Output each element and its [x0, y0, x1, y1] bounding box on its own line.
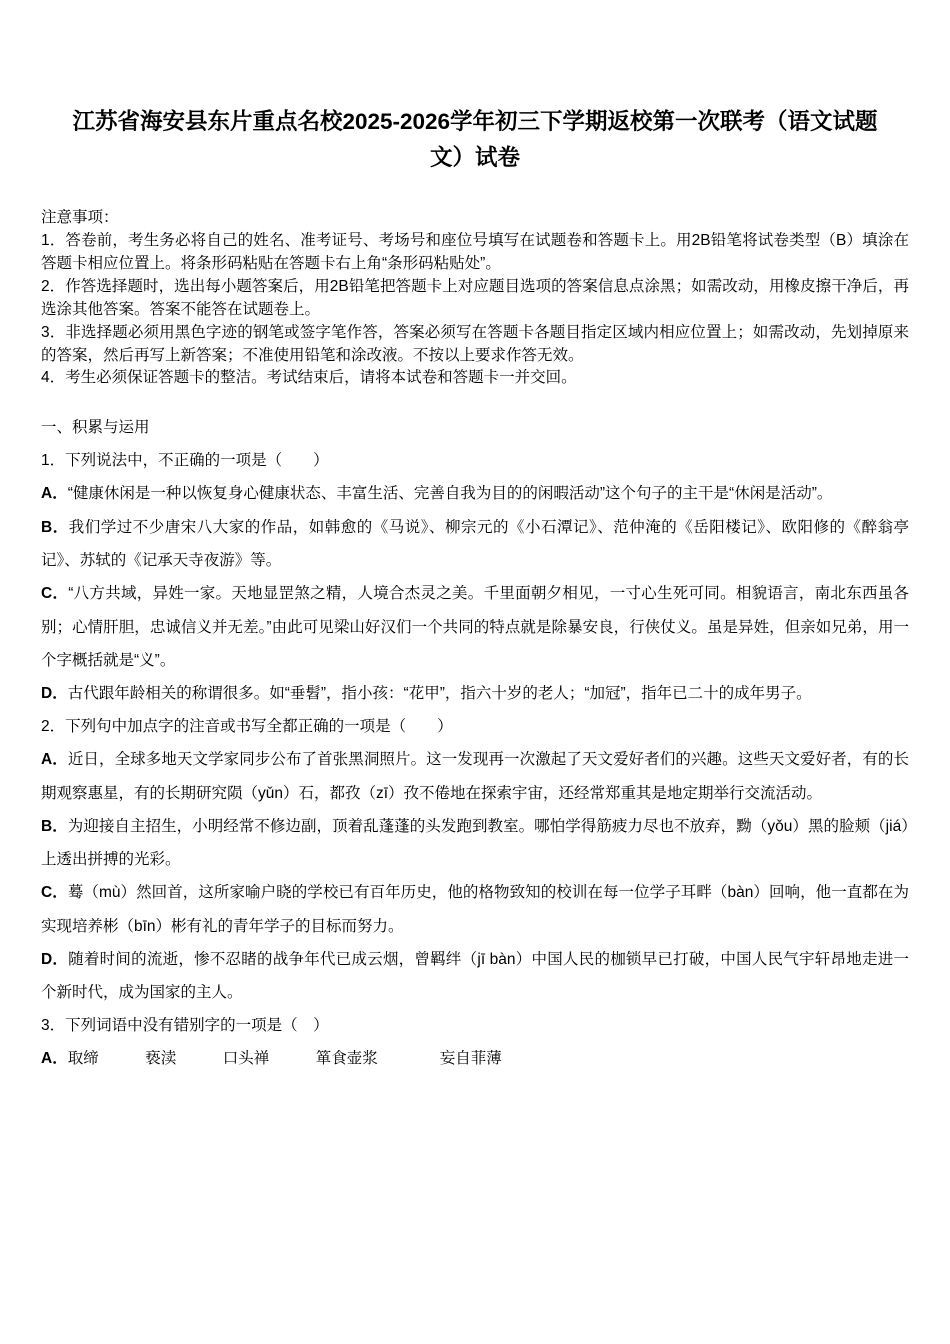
option-text: 为迎接自主招生，小明经常不修边副，顶着乱蓬蓬的头发跑到教室。哪怕学得筋疲力尽也不放弃，黝（yǒu）黑的脸颊（jiá）上透出拼搏的光彩。: [41, 817, 909, 869]
question-1-option-c: [41, 577, 909, 677]
option-label: A．: [41, 1050, 68, 1068]
option-text: “八方共域，异姓一家。天地显罡煞之精，人境合杰灵之美。千里面朝夕相见，一寸心生死可同。相貌语言，南北东西虽各别；心情肝胆，忠诚信义并无差。”由此可见梁山好汉们一个共同的特点就是除暴安良，行侠仗义。虽是异姓，但亲如兄弟，用一个字概括就是“义”。: [41, 585, 909, 670]
question-2-option-d: [41, 943, 909, 1010]
question-2-option-a: [41, 743, 909, 810]
option-label: B．: [41, 817, 68, 835]
option-text: 蓦（mù）然回首，这所家喻户晓的学校已有百年历史，他的格物致知的校训在每一位学子耳畔（bàn）回响，他一直都在为实现培养彬（bīn）彬有礼的青年学子的目标而努力。: [41, 884, 909, 935]
option-label: D．: [41, 685, 68, 703]
notice-item-4: 4．考生必须保证答题卡的整洁。考试结束后，请将本试卷和答题卡一并交回。: [41, 369, 577, 387]
section-accumulation-and-use: [41, 412, 909, 1075]
option-text: 我们学过不少唐宋八大家的作品，如韩愈的《马说》、柳宗元的《小石潭记》、范仲淹的《岳阳楼记》、欧阳修的《醉翁亭记》、苏轼的《记承天寺夜游》等。: [41, 518, 909, 570]
option-label: A．: [41, 751, 68, 769]
question-2-stem: 2．下列句中加点字的注音或书写全都正确的一项是（ ）: [41, 717, 453, 735]
question-1-option-d: [41, 677, 909, 710]
option-text: 古代跟年龄相关的称谓很多。如“垂髫”，指小孩：“花甲”，指六十岁的老人；“加冠”，指年已二十的成年男子。: [67, 685, 812, 703]
option-text: 随着时间的流逝，惨不忍睹的战争年代已成云烟，曾羁绊（jī bàn）中国人民的枷锁早已打破，中国人民气宇轩昂地走进一个新时代，成为国家的主人。: [41, 951, 909, 1002]
question-1-option-a: [41, 477, 909, 510]
question-2-option-b: [41, 810, 909, 877]
notice-item-3: 3．非选择题必须用黑色字迹的钢笔或签字笔作答，答案必须写在答题卡各题目指定区域内相应位置上；如需改动，先划掉原来的答案，然后再写上新答案；不准使用铅笔和涂改液。不按以上要求作答无效。: [41, 323, 909, 364]
notice-item-2: 2．作答选择题时，选出每小题答案后，用2B铅笔把答题卡上对应题目选项的答案信息点涂黑；如需改动，用橡皮擦干净后，再选涂其他答案。答案不能答在试题卷上。: [41, 277, 909, 318]
question-2-option-c: [41, 876, 909, 943]
option-text: “健康休闲是一种以恢复身心健康状态、丰富生活、完善自我为目的的闲暇活动”这个句子的主干是“休闲是活动”。: [67, 485, 833, 503]
question-1-option-b: [41, 511, 909, 578]
option-label: B．: [41, 518, 69, 536]
exam-title: 江苏省海安县东片重点名校2025-2026学年初三下学期返校第一次联考（语文试题文）试卷: [72, 109, 878, 171]
option-label: A．: [41, 485, 68, 503]
notice-item-1: 1．答卷前，考生务必将自己的姓名、准考证号、考场号和座位号填写在试题卷和答题卡上。用2B铅笔将试卷类型（B）填涂在答题卡相应位置上。将条形码粘贴在答题卡右上角“条形码粘贴处”。: [41, 231, 909, 272]
option-label: C．: [41, 585, 69, 603]
notice-heading: 注意事项：: [41, 208, 119, 226]
notice-section: [41, 207, 909, 391]
question-1-stem: 1．下列说法中，不正确的一项是（ ）: [41, 451, 329, 469]
option-label: C．: [41, 884, 68, 902]
section-heading: 一、积累与运用: [41, 419, 150, 437]
option-text: 近日，全球多地天文学家同步公布了首张黑洞照片。这一发现再一次激起了天文爱好者们的兴趣。这些天文爱好者，有的长期观察惠星，有的长期研究陨（yǔn）石，都孜（zī）孜不倦地在探索宇宙，还经常郑重其是地定期举行交流活动。: [41, 751, 909, 802]
option-text: 取缔 亵渎 口头禅 箪食壶浆 妄自菲薄: [67, 1050, 502, 1068]
option-label: D．: [41, 951, 69, 969]
question-3-option-a: [41, 1042, 909, 1075]
question-3-stem: 3．下列词语中没有错别字的一项是（ ）: [41, 1016, 329, 1034]
